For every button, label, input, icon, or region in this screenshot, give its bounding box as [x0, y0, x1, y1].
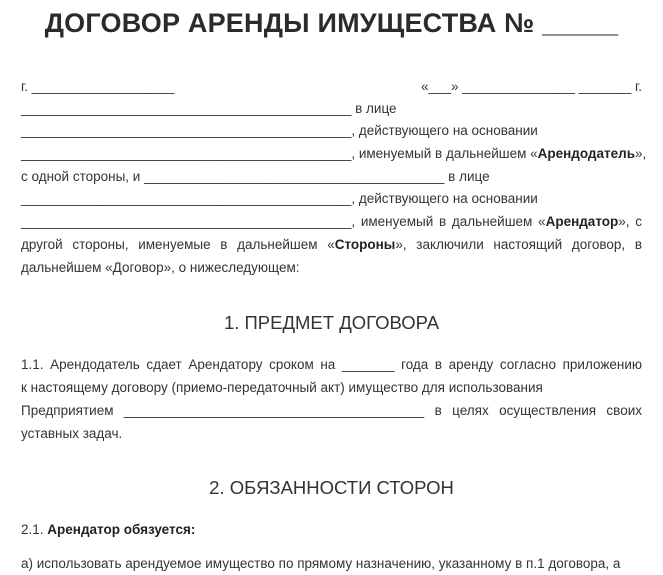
- section-2-heading: 2. ОБЯЗАННОСТИ СТОРОН: [209, 477, 454, 498]
- date-field: «___» _______________ _______ г.: [421, 79, 642, 94]
- section-1-line-1: 1.1. Арендодатель сдает Арендатору сроком на _______ года в аренду согласно приложению: [21, 357, 642, 372]
- preamble-line-5: ____________________________________________, действующего на основании: [21, 191, 538, 206]
- text-fragment: ____________________________________________, именуемый в дальнейшем «: [21, 146, 538, 161]
- preamble-line-4: с одной стороны, и ________________________________________ в лице: [21, 169, 490, 184]
- document-title: ДОГОВОР АРЕНДЫ ИМУЩЕСТВА № _____: [44, 8, 619, 38]
- city-date-line: [21, 76, 642, 98]
- parties-term: Стороны: [334, 237, 396, 252]
- preamble-line-3: [21, 143, 647, 165]
- text-fragment: другой стороны, именуемые в дальнейшем «: [21, 237, 335, 252]
- section-1-line-3: Предприятием ________________________________________ в целях осуществления своих: [21, 403, 642, 418]
- section-2-line-2: а) использовать арендуемое имущество по прямому назначению, указанному в п.1 договора, а: [21, 556, 621, 571]
- text-fragment: ____________________________________________, именуемый в дальнейшем «: [21, 214, 546, 229]
- preamble-line-6: [21, 211, 642, 233]
- city-field: г. ___________________: [21, 79, 175, 94]
- preamble-line-7: [21, 234, 642, 256]
- preamble-line-2: ____________________________________________, действующего на основании: [21, 123, 538, 138]
- landlord-term: Арендодатель: [537, 146, 636, 161]
- preamble-line-1: ____________________________________________ в лице: [21, 101, 397, 116]
- text-fragment: »,: [635, 146, 647, 161]
- tenant-term: Арендатор: [545, 214, 619, 229]
- preamble-line-8: дальнейшем «Договор», о нижеследующем:: [21, 260, 300, 275]
- section-1-line-4: уставных задач.: [21, 426, 123, 441]
- section-1-line-2: к настоящему договору (приемо-передаточный акт) имущество для использования: [21, 380, 543, 395]
- tenant-obligations-term: Арендатор обязуется:: [47, 522, 196, 537]
- text-fragment: », заключили настоящий договор, в: [395, 237, 642, 252]
- section-1-heading: 1. ПРЕДМЕТ ДОГОВОРА: [223, 312, 440, 333]
- clause-number: 2.1.: [21, 522, 48, 537]
- text-fragment: », с: [618, 214, 642, 229]
- section-2-line-1: [21, 519, 642, 541]
